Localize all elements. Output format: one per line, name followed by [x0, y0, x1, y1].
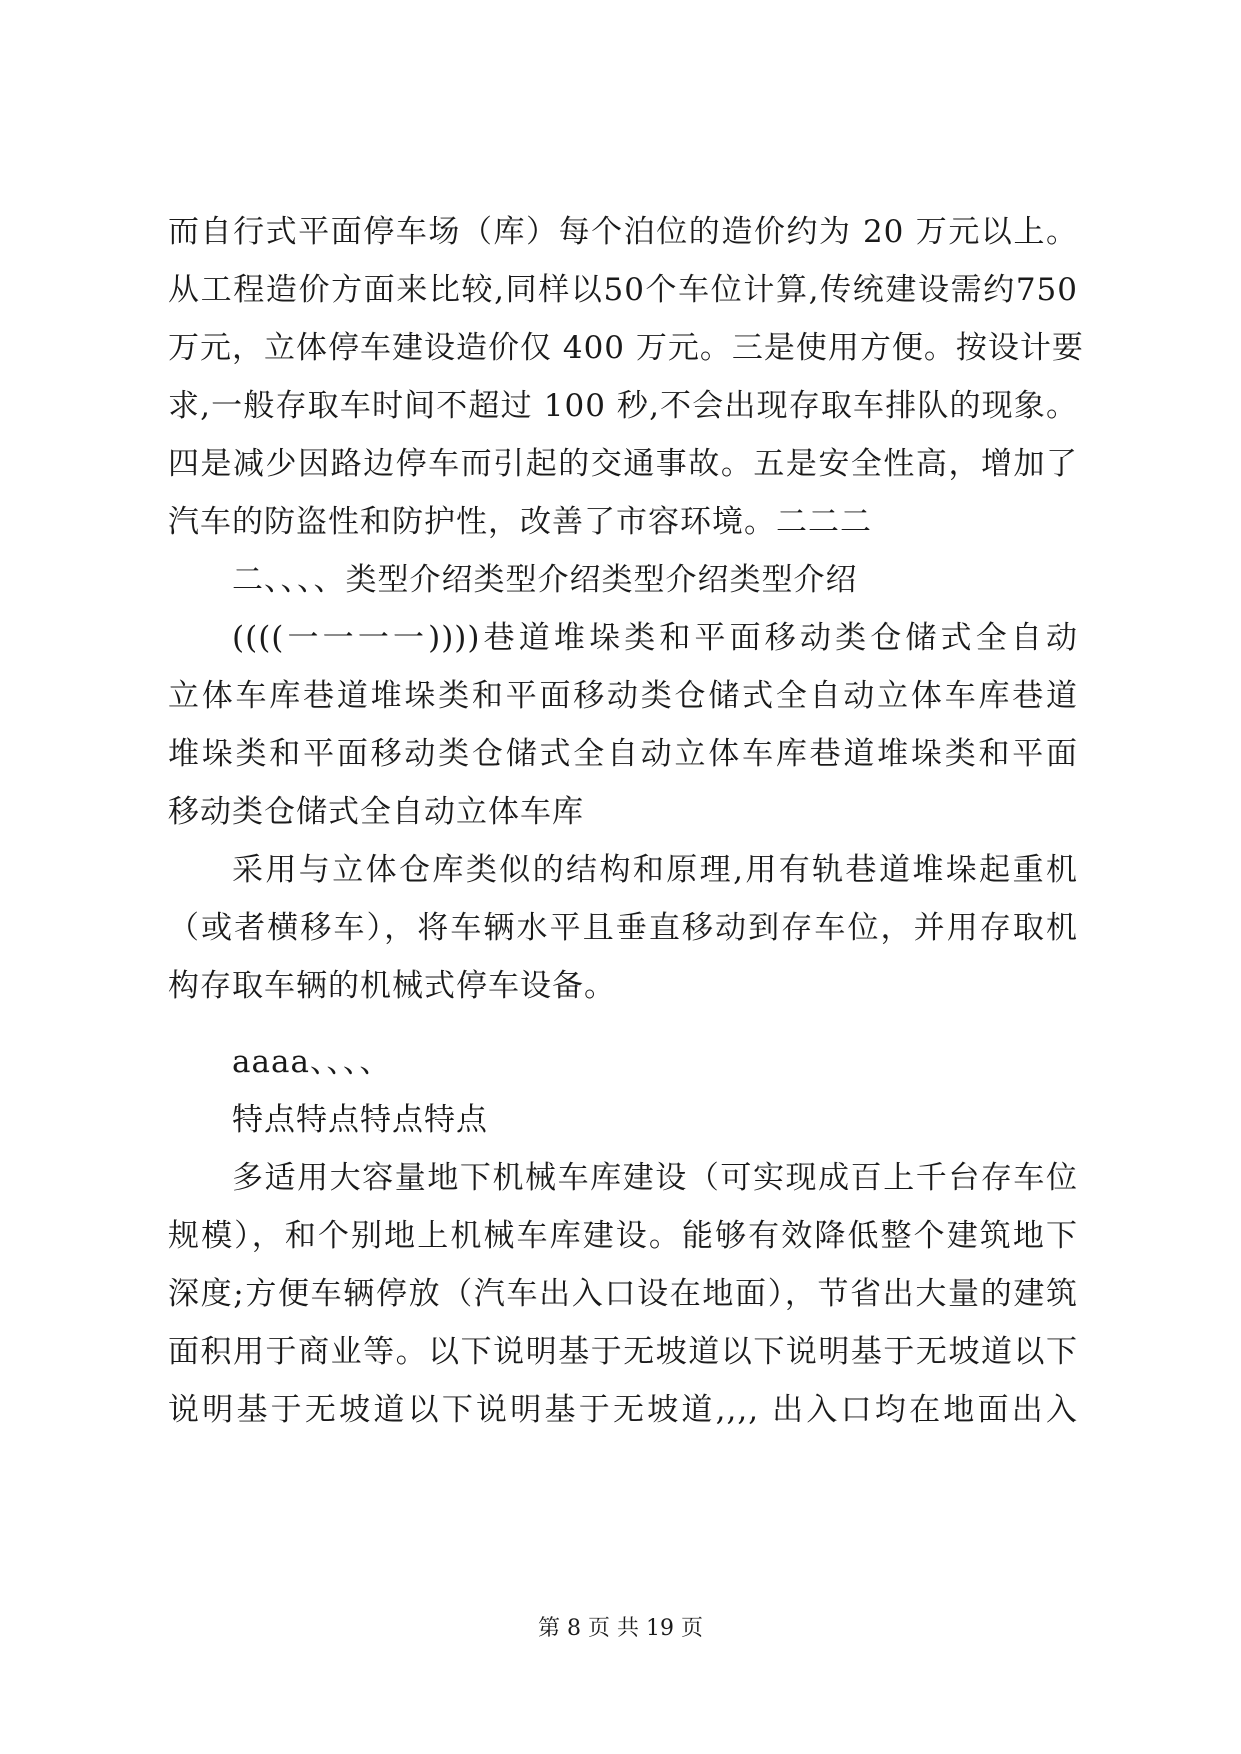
- text-line: 从工程造价方面来比较,同样以50个车位计算,传统建设需约750: [168, 272, 1078, 308]
- text-line: 规模），和个别地上机械车库建设。能够有效降低整个建筑地下: [168, 1218, 1078, 1254]
- text-line: 采用与立体仓库类似的结构和原理,用有轨巷道堆垛起重机: [232, 852, 1078, 888]
- feature-heading: 特点特点特点特点: [232, 1102, 488, 1138]
- text-line: 移动类仓储式全自动立体车库: [168, 794, 584, 830]
- text-line: 构存取车辆的机械式停车设备。: [168, 968, 616, 1004]
- text-line: 面积用于商业等。以下说明基于无坡道以下说明基于无坡道以下: [168, 1334, 1078, 1370]
- page-number-footer: 第 8 页 共 19 页: [538, 1616, 703, 1641]
- text-line: 立体车库巷道堆垛类和平面移动类仓储式全自动立体车库巷道: [168, 678, 1078, 714]
- text-line: 多适用大容量地下机械车库建设（可实现成百上千台存车位: [232, 1160, 1078, 1196]
- text-line: （或者横移车），将车辆水平且垂直移动到存车位，并用存取机: [168, 910, 1078, 946]
- list-marker: aaaa、、、、: [232, 1044, 392, 1080]
- subsection-heading: ((((一一一一))))巷道堆垛类和平面移动类仓储式全自动: [232, 620, 1078, 656]
- text-line: 汽车的防盗性和防护性，改善了市容环境。二二二: [168, 504, 872, 540]
- text-line: 万元，立体停车建设造价仅 400 万元。三是使用方便。按设计要: [168, 330, 1084, 366]
- section-heading: 二、、、、类型介绍类型介绍类型介绍类型介绍: [232, 562, 858, 598]
- text-line: 说明基于无坡道以下说明基于无坡道,,,, 出入口均在地面出入: [168, 1392, 1078, 1428]
- text-line: 而自行式平面停车场（库）每个泊位的造价约为 20 万元以上。: [168, 214, 1078, 250]
- text-line: 深度;方便车辆停放（汽车出入口设在地面），节省出大量的建筑: [168, 1276, 1078, 1312]
- text-line: 求,一般存取车时间不超过 100 秒,不会出现存取车排队的现象。: [168, 388, 1078, 424]
- text-line: 四是减少因路边停车而引起的交通事故。五是安全性高，增加了: [168, 446, 1078, 482]
- text-line: 堆垛类和平面移动类仓储式全自动立体车库巷道堆垛类和平面: [168, 736, 1078, 772]
